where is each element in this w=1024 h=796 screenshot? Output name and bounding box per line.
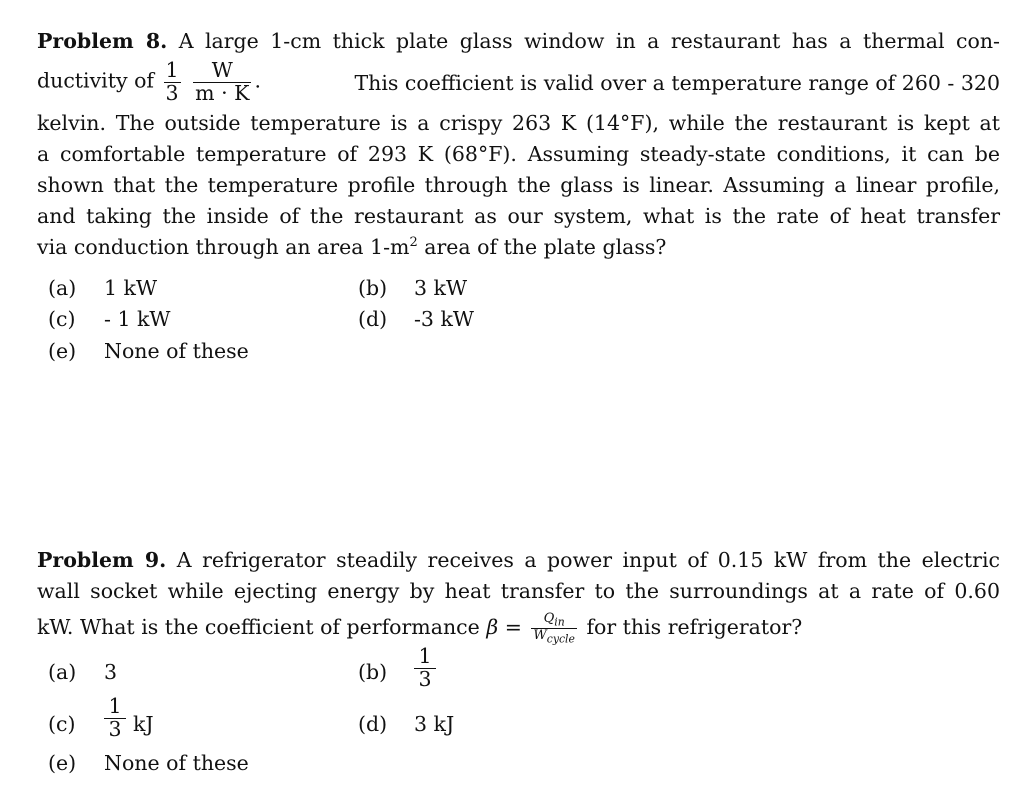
cop-fraction: $\frac{Q_{in}}{W_{cycle}}$ (533, 611, 575, 646)
problem-8-line-6: and taking the inside of the restaurant as our system, what is the rate of heat transfer (37, 204, 1000, 228)
problem-8-option-e[interactable]: (e) None of these (48, 339, 249, 363)
problem-9-option-b[interactable]: (b) (358, 660, 388, 684)
problem-8-line-5: shown that the temperature profile through the glass is linear. Assuming a linear profile, (37, 173, 1000, 197)
problem-9-line-3: kW. What is the coefficient of performance β = $\frac{Q_{in}}{W_{cycle}}$ for this refrigerator? (37, 611, 803, 646)
problem-8-line-1: Problem 8. A large 1-cm thick plate glass window in a restaurant has a thermal con- (37, 29, 1000, 53)
problem-8-option-d[interactable]: (d) -3 kW (358, 307, 474, 331)
problem-9-option-e[interactable]: (e) None of these (48, 751, 249, 775)
problem-8-line-4: a comfortable temperature of 293 K (68°F). Assuming steady-state conditions, it can be (37, 142, 1000, 166)
problem-8-option-c[interactable]: (c) - 1 kW (48, 307, 171, 331)
problem-8-line-2: ductivity of $\frac{1}{3}$ $\frac{W}{m \cdot K}$ . This coefficient is valid over a temperature range of 260 - 320 (37, 58, 1000, 105)
beta-symbol: β = (486, 614, 522, 639)
problem-9-option-c[interactable]: (c) (48, 712, 76, 736)
problem-9-line-1: Problem 9. A refrigerator steadily receives a power input of 0.15 kW from the electric (37, 548, 1000, 572)
problem-9-heading: Problem 9. (37, 548, 167, 572)
problem-8-option-a[interactable]: (a) 1 kW (48, 276, 158, 300)
fraction-w-per-mk: $\frac{W}{m \cdot K}$ (195, 58, 250, 105)
problem-9-option-b-fraction: 1 3 (414, 646, 436, 690)
problem-9-option-a[interactable]: (a) 3 (48, 660, 118, 684)
problem-8-heading: Problem 8. (37, 29, 168, 53)
problem-9-option-c-unit: kJ (133, 712, 154, 736)
problem-9-line-2: wall socket while ejecting energy by heat transfer to the surroundings at a rate of 0.60 (37, 579, 1000, 603)
problem-8-line-7: via conduction through an area $1-m^2$ area of the plate glass? (37, 235, 667, 259)
problem-9-option-c-fraction: 1 3 (104, 696, 126, 740)
problem-8-line-3: kelvin. The outside temperature is a crispy 263 K (14°F), while the restaurant is kept at (37, 111, 1000, 135)
problem-8-option-b[interactable]: (b) 3 kW (358, 276, 468, 300)
problem-9-option-d[interactable]: (d) 3 kJ (358, 712, 455, 736)
fraction-one-third: $\frac{1}{3}$ (165, 58, 179, 105)
